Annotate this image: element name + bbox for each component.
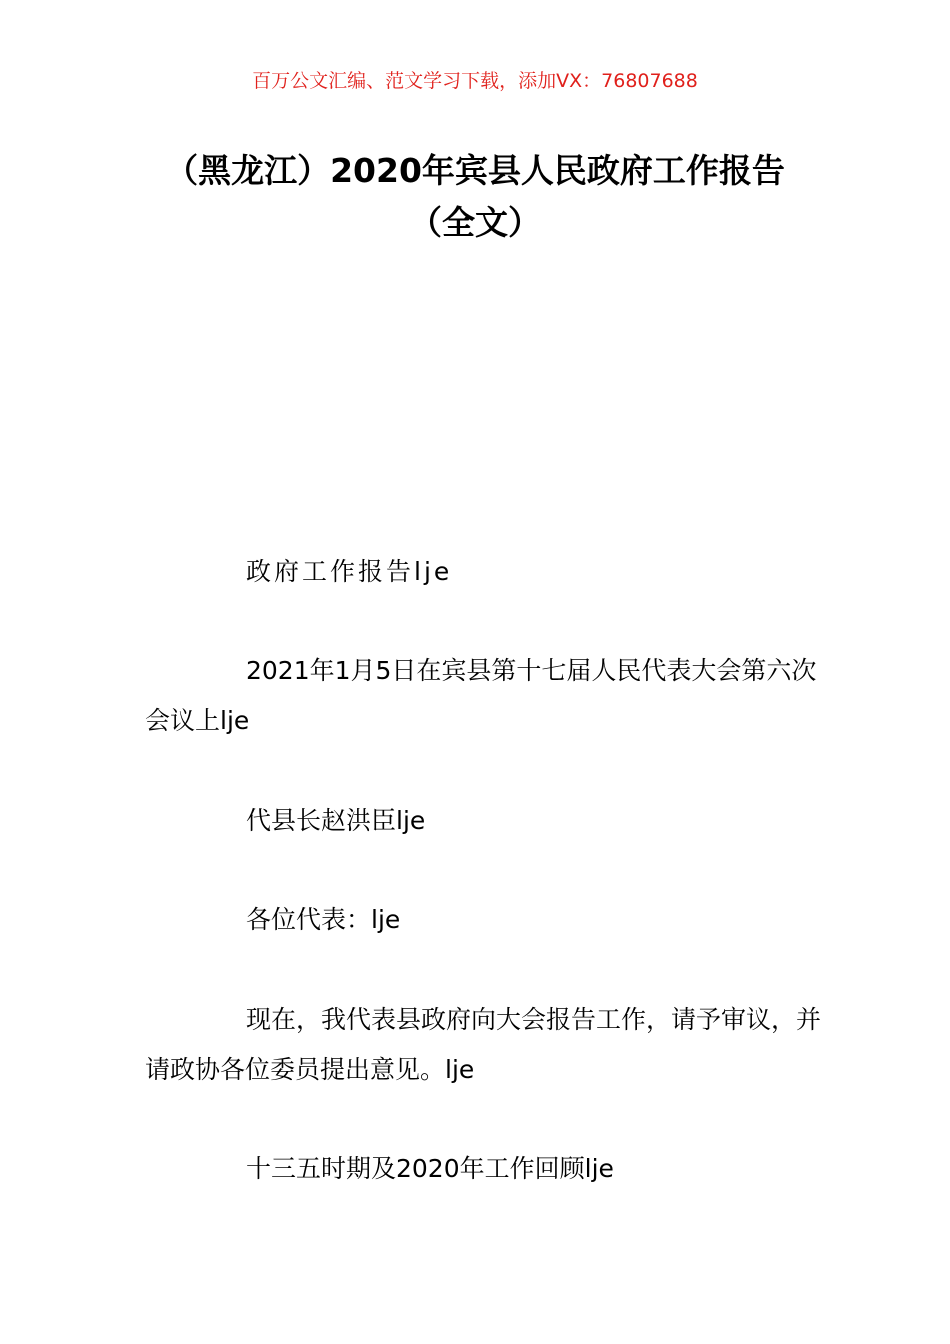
title-line-1: （黑龙江）2020年宾县人民政府工作报告: [165, 151, 785, 190]
document-title: [130, 145, 820, 249]
paragraph-speaker: 代县长赵洪臣lje: [246, 806, 426, 835]
paragraph-meeting-date: 2021年1月5日在宾县第十七届人民代表大会第六次会议上lje: [145, 656, 817, 735]
title-line-2: （全文）: [409, 203, 541, 242]
paragraph-salutation: 各位代表：lje: [246, 905, 401, 934]
paragraph-intro: 现在，我代表县政府向大会报告工作，请予审议，并请政协各位委员提出意见。lje: [145, 1005, 822, 1084]
header-watermark-note: 百万公文汇编、范文学习下载，添加VX：76807688: [252, 70, 698, 92]
paragraph-section-heading: 十三五时期及2020年工作回顾lje: [246, 1154, 614, 1183]
paragraph-report-label: 政府工作报告lje: [246, 557, 453, 586]
